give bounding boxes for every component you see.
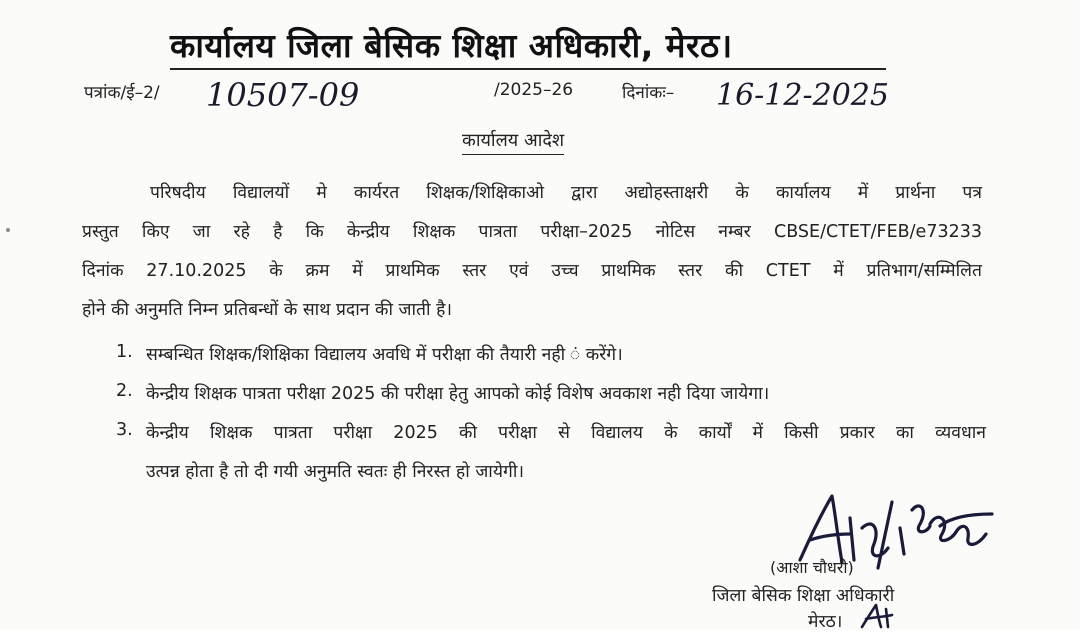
office-heading: कार्यालय जिला बेसिक शिक्षा अधिकारी, मेरठ। <box>170 26 733 65</box>
condition-text: केन्द्रीय शिक्षक पात्रता परीक्षा 2025 की परीक्षा से विद्यालय के कार्यों में किसी प्रकार का व्यवधान <box>146 423 986 443</box>
condition-number: 1. <box>116 342 133 362</box>
condition-text: सम्बन्धित शिक्षक/शिक्षिका विद्यालय अवधि में परीक्षा की तैयारी नही ं करेंगे। <box>146 345 623 365</box>
reference-number-handwritten: 10507-09 <box>206 76 360 114</box>
signatory-designation: जिला बेसिक शिक्षा अधिकारी <box>712 586 895 606</box>
scan-speck <box>6 228 10 232</box>
condition-number: 3. <box>116 420 133 440</box>
signatory-place: मेरठ। <box>808 612 843 632</box>
reference-session: /2025–26 <box>494 80 574 100</box>
signatory-name: (आशा चौधरी) <box>770 558 854 577</box>
paragraph-line: होने की अनुमति निम्न प्रतिबन्धों के साथ प्रदान की जाती है। <box>82 300 453 320</box>
date-label: दिनांकः– <box>622 83 675 103</box>
paragraph-line: प्रस्तुत किए जा रहे है कि केन्द्रीय शिक्षक पात्रता परीक्षा–2025 नोटिस नम्बर CBSE/CTET/FEB/e73233 <box>82 222 982 242</box>
handwritten-initials <box>858 603 898 629</box>
condition-text-continued: उत्पन्न होता है तो दी गयी अनुमति स्वतः ही निरस्त हो जायेगी। <box>146 462 525 482</box>
condition-text: केन्द्रीय शिक्षक पात्रता परीक्षा 2025 की परीक्षा हेतु आपको कोई विशेष अवकाश नही दिया जायेगा। <box>146 384 770 404</box>
heading-underline <box>170 68 886 70</box>
paragraph-line: दिनांक 27.10.2025 के क्रम में प्राथमिक स्तर एवं उच्च प्राथमिक स्तर की CTET में प्रतिभाग/सम्मिलित <box>82 261 982 281</box>
reference-prefix: पत्रांक/ई–2/ <box>84 83 160 103</box>
condition-number: 2. <box>116 381 133 401</box>
date-handwritten: 16-12-2025 <box>716 78 889 113</box>
order-title: कार्यालय आदेश <box>462 128 564 155</box>
paragraph-line: परिषदीय विद्यालयों मे कार्यरत शिक्षक/शिक्षिकाओ द्वारा अद्योहस्ताक्षरी के कार्यालय में प्रार्थना पत्र <box>150 183 982 203</box>
